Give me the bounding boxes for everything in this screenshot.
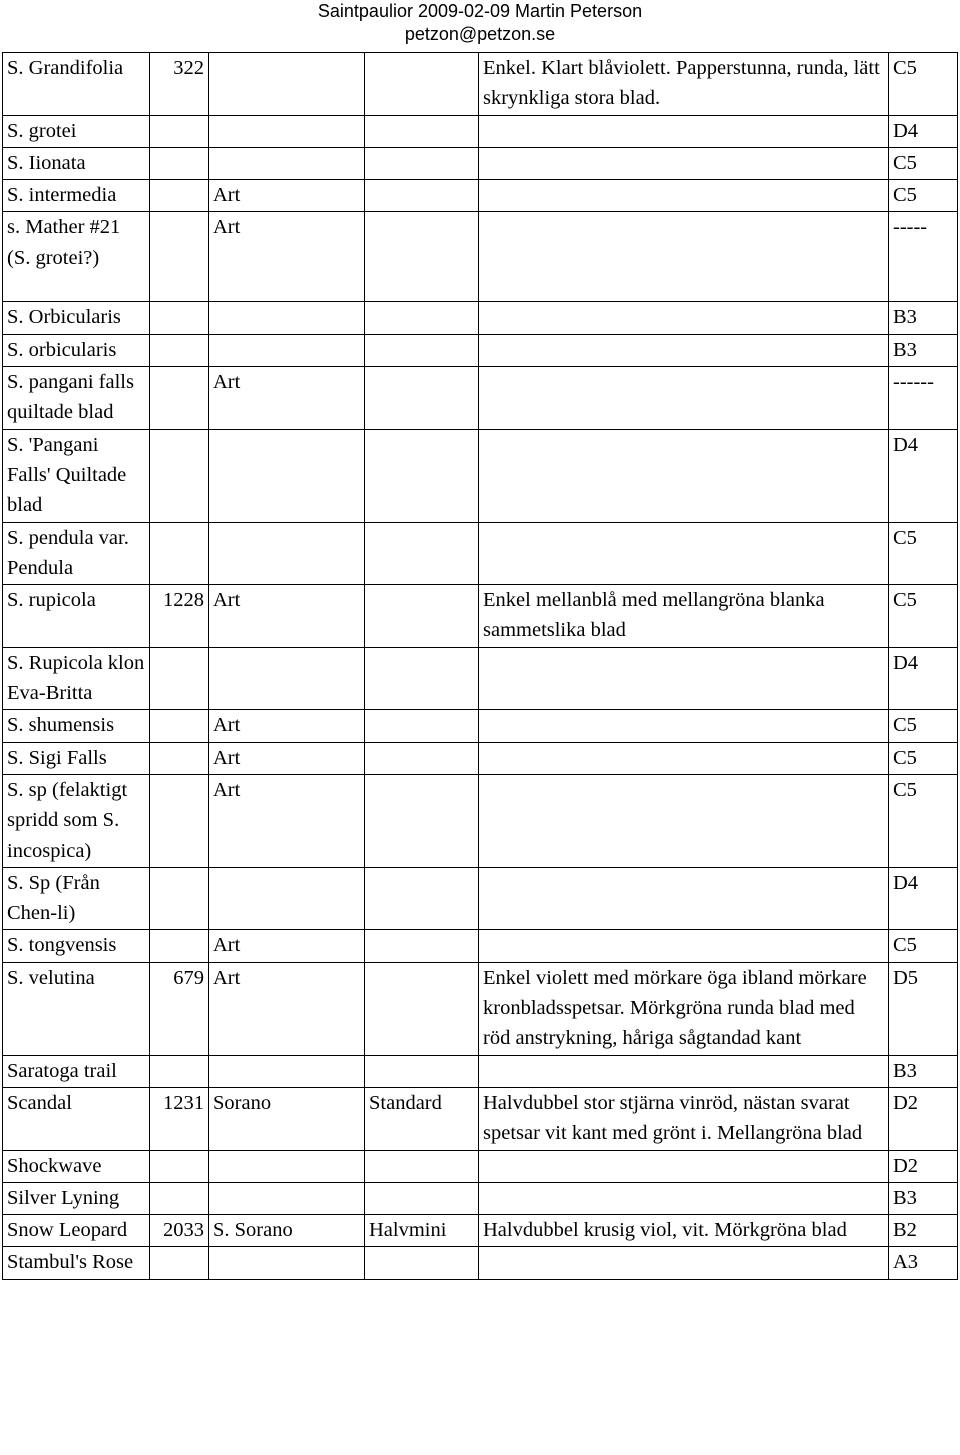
cell-type [209, 522, 365, 585]
cell-name: Silver Lyning [3, 1182, 150, 1214]
cell-description [479, 522, 889, 585]
cell-size [365, 930, 479, 962]
cell-size [365, 115, 479, 147]
cell-number [150, 367, 209, 430]
cell-number: 322 [150, 53, 209, 116]
cell-name: S. Rupicola klon Eva-Britta [3, 647, 150, 710]
cell-size [365, 1055, 479, 1087]
cell-size [365, 429, 479, 522]
cell-grade: C5 [889, 742, 958, 774]
cell-grade: C5 [889, 180, 958, 212]
cell-type: Art [209, 962, 365, 1055]
cell-description [479, 774, 889, 867]
table-row [3, 147, 958, 179]
cell-number [150, 1150, 209, 1182]
cell-grade: B3 [889, 334, 958, 366]
cell-type: Art [209, 930, 365, 962]
cell-grade: D4 [889, 867, 958, 930]
page-header [0, 0, 960, 48]
cell-type: Art [209, 742, 365, 774]
cell-description: Halvdubbel krusig viol, vit. Mörkgröna blad [479, 1215, 889, 1247]
cell-type: S. Sorano [209, 1215, 365, 1247]
cell-grade: D4 [889, 115, 958, 147]
cell-number [150, 212, 209, 302]
cell-grade: C5 [889, 774, 958, 867]
cell-type: Art [209, 367, 365, 430]
cell-description [479, 867, 889, 930]
cell-number [150, 742, 209, 774]
table-row [3, 429, 958, 522]
table-row [3, 1247, 958, 1279]
cell-name: S. sp (felaktigt spridd som S. incospica) [3, 774, 150, 867]
cell-description [479, 710, 889, 742]
cell-size [365, 367, 479, 430]
table-row [3, 115, 958, 147]
table-row [3, 962, 958, 1055]
cell-grade: B3 [889, 1055, 958, 1087]
cell-type: Art [209, 180, 365, 212]
cell-number [150, 1247, 209, 1279]
cell-name: S. pendula var. Pendula [3, 522, 150, 585]
cell-number [150, 930, 209, 962]
table-row [3, 742, 958, 774]
header-title: Saintpaulior 2009-02-09 Martin Peterson [317, 1, 643, 21]
cell-size [365, 710, 479, 742]
cell-grade: B3 [889, 302, 958, 334]
cell-type: Art [209, 710, 365, 742]
cell-size [365, 147, 479, 179]
cell-description [479, 212, 889, 302]
cell-size [365, 867, 479, 930]
cell-name: Stambul's Rose [3, 1247, 150, 1279]
cell-grade: ----- [889, 212, 958, 302]
table-row [3, 367, 958, 430]
cell-type [209, 1150, 365, 1182]
table-row [3, 1150, 958, 1182]
cell-size [365, 962, 479, 1055]
cell-name: S. velutina [3, 962, 150, 1055]
cell-grade: C5 [889, 522, 958, 585]
cell-size: Standard [365, 1087, 479, 1150]
cell-number [150, 115, 209, 147]
cell-size [365, 180, 479, 212]
cell-name: S. Orbicularis [3, 302, 150, 334]
cell-size [365, 212, 479, 302]
cell-grade: D5 [889, 962, 958, 1055]
cell-description [479, 180, 889, 212]
cell-name: Snow Leopard [3, 1215, 150, 1247]
cell-description [479, 930, 889, 962]
cell-size [365, 1182, 479, 1214]
species-table [2, 52, 958, 1280]
cell-number [150, 774, 209, 867]
cell-type [209, 867, 365, 930]
cell-type [209, 302, 365, 334]
table-row [3, 647, 958, 710]
table-row [3, 180, 958, 212]
table-row [3, 867, 958, 930]
cell-description [479, 115, 889, 147]
cell-description [479, 1150, 889, 1182]
cell-name: S. 'Pangani Falls' Quiltade blad [3, 429, 150, 522]
cell-name: Shockwave [3, 1150, 150, 1182]
cell-name: S. shumensis [3, 710, 150, 742]
cell-description [479, 302, 889, 334]
cell-grade: C5 [889, 930, 958, 962]
cell-grade: C5 [889, 53, 958, 116]
cell-type: Sorano [209, 1087, 365, 1150]
cell-size: Halvmini [365, 1215, 479, 1247]
cell-number: 679 [150, 962, 209, 1055]
cell-type: Art [209, 585, 365, 648]
cell-size [365, 742, 479, 774]
cell-grade: C5 [889, 710, 958, 742]
cell-name: s. Mather #21 (S. grotei?) [3, 212, 150, 302]
species-table-body [3, 53, 958, 1280]
cell-description: Enkel violett med mörkare öga ibland mörkare kronbladsspetsar. Mörkgröna runda blad med röd anstrykning, håriga sågtandad kant [479, 962, 889, 1055]
cell-name: S. Grandifolia [3, 53, 150, 116]
cell-type: Art [209, 774, 365, 867]
cell-number [150, 147, 209, 179]
cell-size [365, 774, 479, 867]
cell-number [150, 710, 209, 742]
cell-description [479, 147, 889, 179]
table-row [3, 774, 958, 867]
cell-type [209, 147, 365, 179]
cell-name: Saratoga trail [3, 1055, 150, 1087]
cell-number [150, 867, 209, 930]
cell-name: S. rupicola [3, 585, 150, 648]
cell-type [209, 429, 365, 522]
cell-name: S. Sigi Falls [3, 742, 150, 774]
cell-name: S. intermedia [3, 180, 150, 212]
cell-type [209, 647, 365, 710]
cell-number [150, 334, 209, 366]
cell-type: Art [209, 212, 365, 302]
cell-type [209, 1182, 365, 1214]
cell-description [479, 367, 889, 430]
cell-number [150, 522, 209, 585]
cell-type [209, 334, 365, 366]
table-row [3, 710, 958, 742]
cell-name: S. tongvensis [3, 930, 150, 962]
cell-description [479, 742, 889, 774]
cell-size [365, 302, 479, 334]
table-row [3, 1055, 958, 1087]
cell-name: S. Sp (Från Chen-li) [3, 867, 150, 930]
cell-number: 1231 [150, 1087, 209, 1150]
cell-name: S. grotei [3, 115, 150, 147]
cell-description [479, 334, 889, 366]
cell-number: 2033 [150, 1215, 209, 1247]
cell-number [150, 1055, 209, 1087]
cell-grade: D4 [889, 647, 958, 710]
cell-grade: A3 [889, 1247, 958, 1279]
cell-size [365, 585, 479, 648]
cell-grade: C5 [889, 585, 958, 648]
cell-grade: D4 [889, 429, 958, 522]
cell-size [365, 647, 479, 710]
cell-grade: D2 [889, 1087, 958, 1150]
cell-description [479, 1055, 889, 1087]
table-row [3, 334, 958, 366]
cell-type [209, 115, 365, 147]
cell-description [479, 429, 889, 522]
cell-description [479, 647, 889, 710]
cell-grade: C5 [889, 147, 958, 179]
cell-description [479, 1247, 889, 1279]
cell-grade: D2 [889, 1150, 958, 1182]
cell-name: Scandal [3, 1087, 150, 1150]
cell-description: Halvdubbel stor stjärna vinröd, nästan svarat spetsar vit kant med grönt i. Mellangröna blad [479, 1087, 889, 1150]
cell-grade: B3 [889, 1182, 958, 1214]
table-row [3, 1215, 958, 1247]
cell-size [365, 53, 479, 116]
cell-name: S. orbicularis [3, 334, 150, 366]
cell-size [365, 522, 479, 585]
cell-description: Enkel mellanblå med mellangröna blanka sammetslika blad [479, 585, 889, 648]
table-row [3, 212, 958, 302]
cell-number [150, 429, 209, 522]
table-row [3, 53, 958, 116]
table-row [3, 302, 958, 334]
cell-size [365, 334, 479, 366]
cell-name: S. pangani falls quiltade blad [3, 367, 150, 430]
table-row [3, 930, 958, 962]
cell-description [479, 1182, 889, 1214]
cell-type [209, 1055, 365, 1087]
table-row [3, 522, 958, 585]
table-row [3, 585, 958, 648]
cell-number: 1228 [150, 585, 209, 648]
cell-name: S. Iionata [3, 147, 150, 179]
table-row [3, 1087, 958, 1150]
cell-size [365, 1247, 479, 1279]
cell-number [150, 180, 209, 212]
cell-grade: B2 [889, 1215, 958, 1247]
cell-number [150, 647, 209, 710]
cell-number [150, 1182, 209, 1214]
cell-type [209, 1247, 365, 1279]
cell-description: Enkel. Klart blåviolett. Papperstunna, runda, lätt skrynkliga stora blad. [479, 53, 889, 116]
header-email: petzon@petzon.se [404, 24, 556, 44]
table-row [3, 1182, 958, 1214]
cell-grade: ------ [889, 367, 958, 430]
cell-type [209, 53, 365, 116]
cell-size [365, 1150, 479, 1182]
cell-number [150, 302, 209, 334]
